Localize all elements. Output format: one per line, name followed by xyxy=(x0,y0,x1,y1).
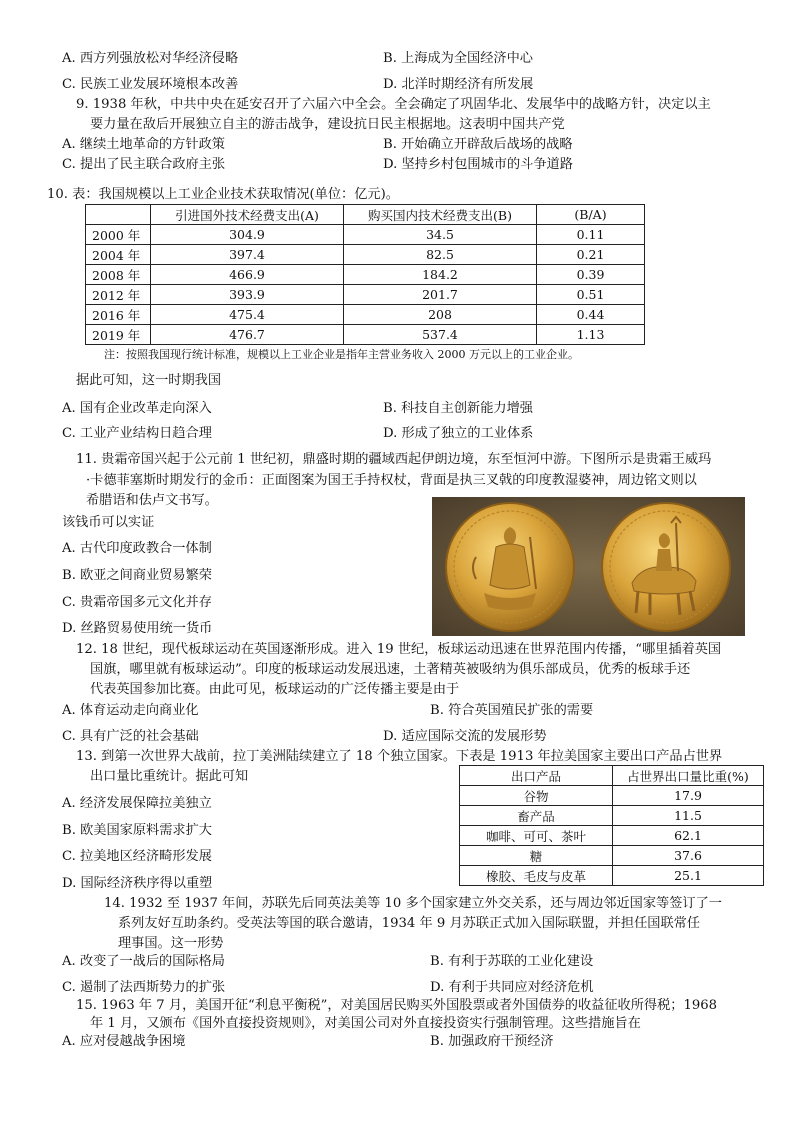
table-row xyxy=(86,265,645,285)
q14-option-d: D. 有利于共同应对经济危机 xyxy=(430,980,594,995)
table-cell: 397.4 xyxy=(151,245,344,265)
q12-option-c: C. 具有广泛的社会基础 xyxy=(62,729,199,744)
table-header-cell: 占世界出口量比重(%) xyxy=(613,766,764,786)
table-cell: 畜产品 xyxy=(460,806,613,826)
table-cell: 475.4 xyxy=(151,305,344,325)
q14-stem-line1: 14. 1932 至 1937 年间，苏联先后同英法美等 10 多个国家建立外交关系，还与周边邻近国家等签订了一 xyxy=(104,896,722,911)
table-header-cell: 出口产品 xyxy=(460,766,613,786)
coin-obverse xyxy=(446,503,574,631)
table-cell: 橡胶、毛皮与皮革 xyxy=(460,866,613,886)
table-cell: 25.1 xyxy=(613,866,764,886)
table-cell: 17.9 xyxy=(613,786,764,806)
table-header-cell: (B/A) xyxy=(537,205,645,225)
q11-stem-line1: 11. 贵霜帝国兴起于公元前 1 世纪初，鼎盛时期的疆域西起伊朗边境，东至恒河中游。下图所示是贵霜王威玛 xyxy=(76,452,712,467)
q9-stem-line1: 9. 1938 年秋，中共中央在延安召开了六届六中全会。全会确定了巩固华北、发展华中的战略方针，决定以主 xyxy=(76,97,711,112)
q13-table xyxy=(459,765,764,886)
q11-option-d: D. 丝路贸易使用统一货币 xyxy=(62,621,213,636)
table-row xyxy=(86,325,645,345)
q10-note: 注：按照我国现行统计标准，规模以上工业企业是指年主营业务收入 2000 万元以上的工业企业。 xyxy=(104,348,579,361)
table-header-cell: 购买国内技术经费支出(B) xyxy=(344,205,537,225)
table-row xyxy=(460,806,764,826)
table-cell: 2004 年 xyxy=(86,245,151,265)
q9-stem-line2: 要力量在敌后开展独立自主的游击战争，建设抗日民主根据地。这表明中国共产党 xyxy=(90,117,565,132)
table-cell: 34.5 xyxy=(344,225,537,245)
q13-option-b: B. 欧美国家原料需求扩大 xyxy=(62,823,212,838)
coin-image xyxy=(432,497,745,636)
table-cell: 0.21 xyxy=(537,245,645,265)
table-cell: 476.7 xyxy=(151,325,344,345)
q11-option-a: A. 古代印度政教合一体制 xyxy=(62,541,212,556)
q14-stem-line3: 理事国。这一形势 xyxy=(118,936,224,951)
table-cell: 0.44 xyxy=(537,305,645,325)
table-cell: 37.6 xyxy=(613,846,764,866)
table-cell: 2008 年 xyxy=(86,265,151,285)
q13-option-d: D. 国际经济秩序得以重塑 xyxy=(62,876,213,891)
table-cell: 糖 xyxy=(460,846,613,866)
table-cell: 0.51 xyxy=(537,285,645,305)
table-header-cell: 引进国外技术经费支出(A) xyxy=(151,205,344,225)
q9-option-c: C. 提出了民主联合政府主张 xyxy=(62,157,226,172)
table-cell: 82.5 xyxy=(344,245,537,265)
q10-option-b: B. 科技自主创新能力增强 xyxy=(383,401,533,416)
q8-option-b: B. 上海成为全国经济中心 xyxy=(383,51,533,66)
q9-option-d: D. 坚持乡村包围城市的斗争道路 xyxy=(383,157,573,172)
table-cell: 0.39 xyxy=(537,265,645,285)
q15-stem-line1: 15. 1963 年 7 月，美国开征“利息平衡税”，对美国居民购买外国股票或者外国债券的收益征收所得税；1968 xyxy=(76,998,718,1013)
q12-option-a: A. 体育运动走向商业化 xyxy=(62,703,199,718)
q8-option-a: A. 西方列强放松对华经济侵略 xyxy=(62,51,239,66)
table-cell: 2012 年 xyxy=(86,285,151,305)
table-cell: 0.11 xyxy=(537,225,645,245)
q13-option-c: C. 拉美地区经济畸形发展 xyxy=(62,849,212,864)
table-cell: 201.7 xyxy=(344,285,537,305)
q10-option-d: D. 形成了独立的工业体系 xyxy=(383,426,534,441)
q15-option-b: B. 加强政府干预经济 xyxy=(430,1034,554,1049)
q11-stem-line2: ·卡德菲塞斯时期发行的金币：正面图案为国王手持权杖，背面是执三叉戟的印度教湿婆神，周边铭文则以 xyxy=(86,473,697,488)
q12-stem-line3: 代表英国参加比赛。由此可见，板球运动的广泛传播主要是由于 xyxy=(90,682,460,697)
table-cell: 466.9 xyxy=(151,265,344,285)
q15-stem-line2: 年 1 月，又颁布《国外直接投资规则》，对美国公司对外直接投资实行强制管理。这些措施旨在 xyxy=(90,1016,641,1031)
table-row xyxy=(460,786,764,806)
q8-option-c: C. 民族工业发展环境根本改善 xyxy=(62,77,239,92)
table-cell: 304.9 xyxy=(151,225,344,245)
q12-option-b: B. 符合英国殖民扩张的需要 xyxy=(430,703,594,718)
q10-question: 据此可知，这一时期我国 xyxy=(76,373,222,388)
q14-option-c: C. 遏制了法西斯势力的扩张 xyxy=(62,980,226,995)
table-row xyxy=(460,866,764,886)
q8-option-d: D. 北洋时期经济有所发展 xyxy=(383,77,534,92)
table-cell: 537.4 xyxy=(344,325,537,345)
table-cell: 1.13 xyxy=(537,325,645,345)
table-row xyxy=(86,225,645,245)
table-row xyxy=(86,305,645,325)
q11-stem-line3: 希腊语和佉卢文书写。 xyxy=(86,493,218,508)
table-header-row xyxy=(86,205,645,225)
q11-option-b: B. 欧亚之间商业贸易繁荣 xyxy=(62,568,212,583)
table-row xyxy=(86,245,645,265)
table-row xyxy=(460,826,764,846)
q10-option-a: A. 国有企业改革走向深入 xyxy=(62,401,212,416)
q12-option-d: D. 适应国际交流的发展形势 xyxy=(383,729,547,744)
table-header-cell xyxy=(86,205,151,225)
q13-option-a: A. 经济发展保障拉美独立 xyxy=(62,796,212,811)
q13-stem-line1: 13. 到第一次世界大战前，拉丁美洲陆续建立了 18 个独立国家。下表是 1913 年拉美国家主要出口产品占世界 xyxy=(76,749,723,764)
q9-option-b: B. 开始确立开辟敌后战场的战略 xyxy=(383,137,573,152)
table-cell: 11.5 xyxy=(613,806,764,826)
q13-stem-line2: 出口量比重统计。据此可知 xyxy=(90,769,249,784)
q14-option-b: B. 有利于苏联的工业化建设 xyxy=(430,954,594,969)
q11-question: 该钱币可以实证 xyxy=(62,515,155,530)
q15-option-a: A. 应对侵越战争困境 xyxy=(62,1034,186,1049)
table-cell: 208 xyxy=(344,305,537,325)
q14-stem-line2: 系列友好互助条约。受英法等国的联合邀请，1934 年 9 月苏联正式加入国际联盟，并担任国联常任 xyxy=(118,916,701,931)
table-cell: 62.1 xyxy=(613,826,764,846)
table-header-row xyxy=(460,766,764,786)
table-cell: 2019 年 xyxy=(86,325,151,345)
table-cell: 谷物 xyxy=(460,786,613,806)
table-cell: 184.2 xyxy=(344,265,537,285)
table-row xyxy=(460,846,764,866)
table-cell: 393.9 xyxy=(151,285,344,305)
coin-reverse xyxy=(602,503,730,631)
q9-option-a: A. 继续土地革命的方针政策 xyxy=(62,137,225,152)
q14-option-a: A. 改变了一战后的国际格局 xyxy=(62,954,225,969)
table-cell: 2016 年 xyxy=(86,305,151,325)
q10-option-c: C. 工业产业结构日趋合理 xyxy=(62,426,212,441)
q12-stem-line2: 国旗，哪里就有板球运动”。印度的板球运动发展迅速，土著精英被吸纳为俱乐部成员，优秀的板球手还 xyxy=(90,662,691,677)
q10-stem: 10. 表：我国规模以上工业企业技术获取情况(单位：亿元)。 xyxy=(47,187,399,202)
q11-option-c: C. 贵霜帝国多元文化并存 xyxy=(62,595,212,610)
table-cell: 咖啡、可可、茶叶 xyxy=(460,826,613,846)
kushan-gold-coin-photo xyxy=(432,497,745,636)
table-row xyxy=(86,285,645,305)
table-cell: 2000 年 xyxy=(86,225,151,245)
q12-stem-line1: 12. 18 世纪，现代板球运动在英国逐渐形成。进入 19 世纪，板球运动迅速在世界范围内传播，“哪里插着英国 xyxy=(76,642,722,657)
q10-table xyxy=(85,204,645,345)
